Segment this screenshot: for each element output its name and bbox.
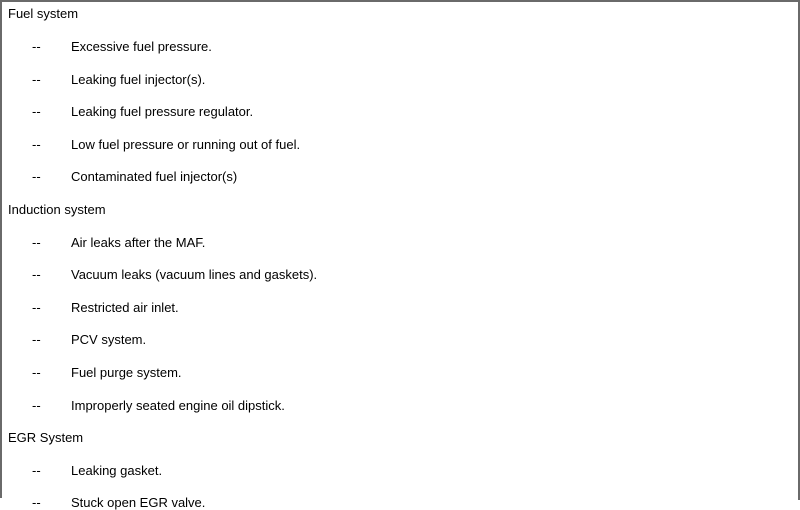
list-item-text: Leaking gasket. <box>71 463 163 478</box>
list-item-bullet: -- <box>32 332 41 347</box>
list-item-bullet: -- <box>32 398 41 413</box>
list-item-text: Low fuel pressure or running out of fuel. <box>71 137 301 152</box>
section-heading-induction-system: Induction system <box>8 202 106 217</box>
section-heading-egr-system: EGR System <box>8 430 84 445</box>
list-item-text: Vacuum leaks (vacuum lines and gaskets). <box>71 267 318 282</box>
section-heading-fuel-system: Fuel system <box>8 6 79 21</box>
list-item-text: Leaking fuel injector(s). <box>71 72 206 87</box>
list-item-bullet: -- <box>32 72 41 87</box>
list-item-text: Air leaks after the MAF. <box>71 235 206 250</box>
list-item-bullet: -- <box>32 300 41 315</box>
list-item-text: Improperly seated engine oil dipstick. <box>71 398 285 413</box>
list-item-bullet: -- <box>32 495 41 510</box>
list-item-bullet: -- <box>32 169 41 184</box>
list-item-text: Stuck open EGR valve. <box>71 495 206 510</box>
list-item-text: Restricted air inlet. <box>71 300 179 315</box>
list-item-text: PCV system. <box>71 332 147 347</box>
list-item-bullet: -- <box>32 104 41 119</box>
list-item-text: Contaminated fuel injector(s) <box>71 169 238 184</box>
list-item-bullet: -- <box>32 137 41 152</box>
list-item-bullet: -- <box>32 39 41 54</box>
list-item-bullet: -- <box>32 463 41 478</box>
list-item-bullet: -- <box>32 235 41 250</box>
list-item-bullet: -- <box>32 267 41 282</box>
list-item-bullet: -- <box>32 365 41 380</box>
list-item-text: Leaking fuel pressure regulator. <box>71 104 254 119</box>
list-item-text: Excessive fuel pressure. <box>71 39 212 54</box>
list-item-text: Fuel purge system. <box>71 365 182 380</box>
